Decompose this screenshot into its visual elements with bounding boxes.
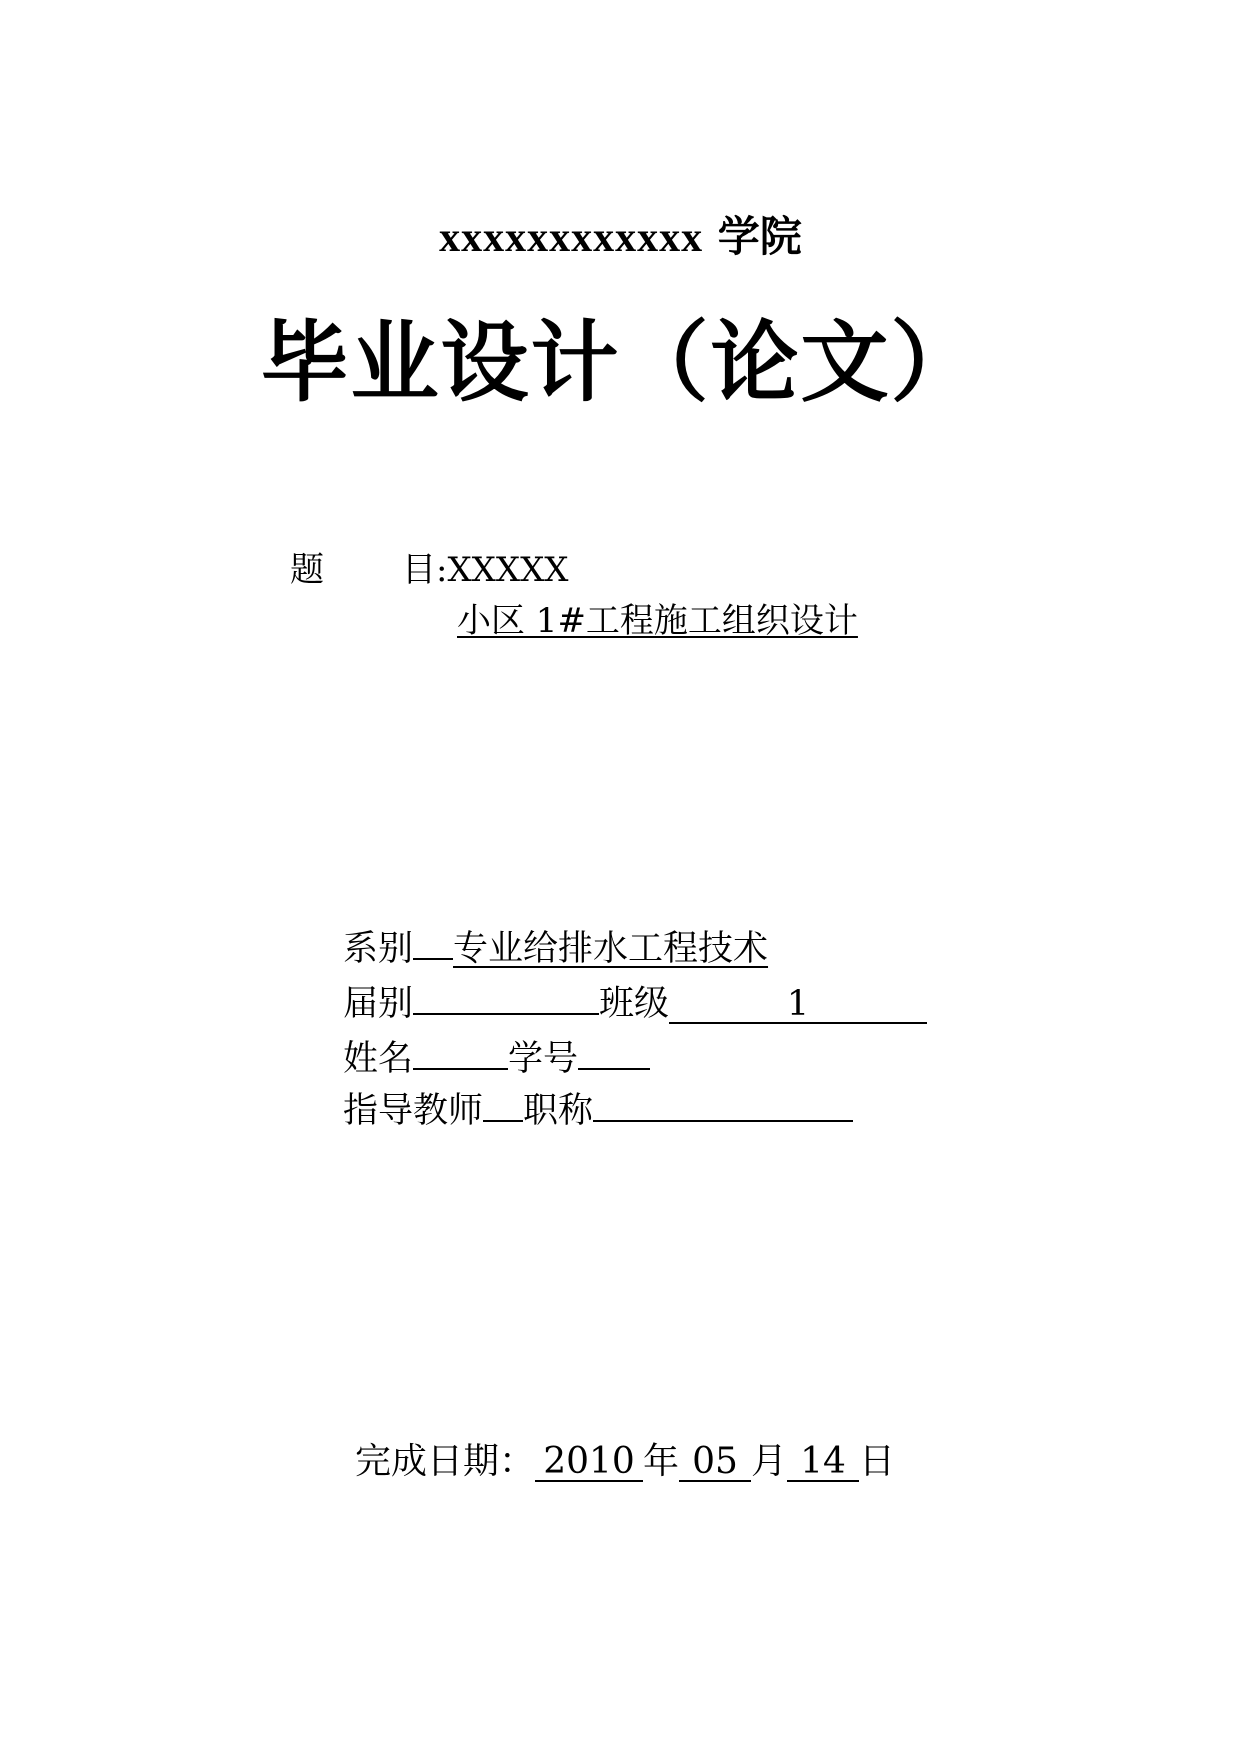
month-field[interactable]: 05 (679, 1440, 751, 1482)
college-placeholder: xxxxxxxxxxxx (439, 215, 704, 261)
session-class-row (343, 973, 927, 1026)
completion-label: 完成日期： (355, 1441, 536, 1482)
topic-value-line2: 小区 1#工程施工组织设计 (457, 601, 858, 641)
department-row (343, 918, 768, 971)
completion-date-row (355, 1440, 895, 1484)
college-suffix: 学院 (717, 212, 802, 261)
topic-label: 题 (290, 550, 324, 590)
month-unit: 月 (751, 1441, 788, 1482)
day-field[interactable]: 14 (787, 1440, 859, 1482)
advisor-label: 指导教师 (343, 1091, 484, 1131)
name-label: 姓名 (343, 1039, 414, 1079)
year-unit: 年 (643, 1441, 680, 1482)
year-field[interactable]: 2010 (535, 1440, 643, 1482)
document-title: 毕业设计（论文） (260, 310, 981, 414)
advisor-field[interactable] (483, 1080, 523, 1122)
department-blank[interactable] (413, 918, 453, 960)
topic-value-line1: XXXXX (447, 550, 569, 590)
student-id-field[interactable] (578, 1028, 650, 1070)
day-unit: 日 (859, 1441, 896, 1482)
department-value: 专业给排水工程技术 (453, 929, 769, 969)
title-field[interactable] (593, 1080, 853, 1122)
name-field[interactable] (413, 1028, 508, 1070)
class-label: 班级 (599, 984, 670, 1024)
student-id-label: 学号 (508, 1039, 579, 1079)
title-label: 职称 (523, 1091, 594, 1131)
advisor-title-row (343, 1080, 853, 1133)
name-id-row (343, 1028, 650, 1081)
class-field[interactable]: 1 (669, 982, 927, 1024)
department-label: 系别 (343, 929, 414, 969)
topic-label-end: 目: (402, 550, 448, 590)
session-label: 届别 (343, 984, 414, 1024)
topic-row (290, 550, 569, 590)
session-field[interactable] (413, 973, 599, 1015)
college-name (0, 212, 1241, 263)
